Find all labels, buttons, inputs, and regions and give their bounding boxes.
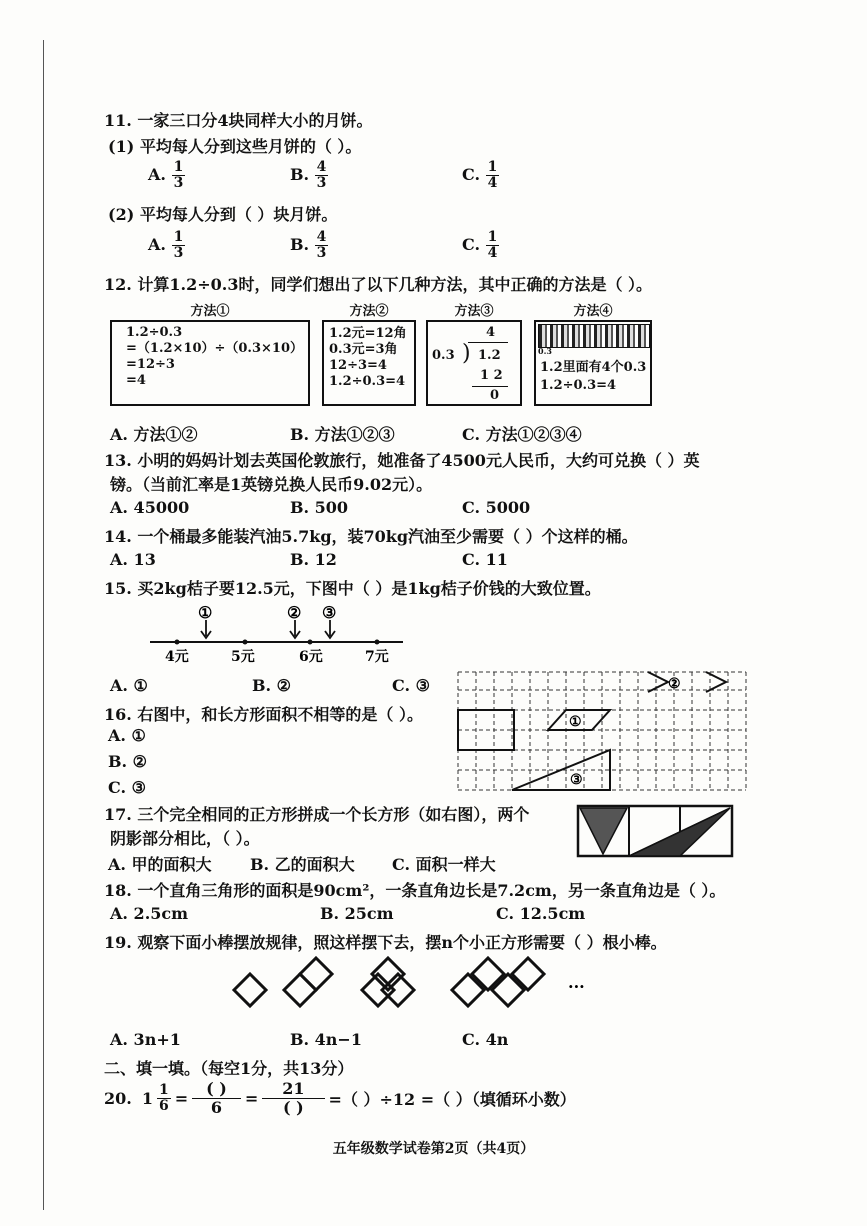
- numerator: 21: [262, 1080, 324, 1099]
- matchstick-squares-pattern: [228, 956, 618, 1016]
- q14-option-a[interactable]: A. 13: [110, 550, 156, 569]
- denominator: 6: [158, 1098, 169, 1114]
- denominator: 6: [210, 1098, 223, 1117]
- division-dividend: 1.2: [478, 348, 501, 363]
- q18-option-c[interactable]: C. 12.5cm: [496, 904, 586, 923]
- q18-option-a[interactable]: A. 2.5cm: [110, 904, 189, 923]
- number-line-diagram: [145, 600, 410, 668]
- method4-box: [534, 320, 652, 406]
- tick-dot: [175, 640, 180, 645]
- method3-heading: 方法③: [454, 304, 494, 319]
- q20-remaining-blanks[interactable]: =（ ）÷12 =（ ）（填循环小数）: [328, 1090, 576, 1109]
- q19-option-a[interactable]: A. 3n+1: [110, 1030, 181, 1049]
- q17-option-b[interactable]: B. 乙的面积大: [250, 855, 355, 874]
- q14-option-c[interactable]: C. 11: [462, 550, 508, 569]
- q13-option-a[interactable]: A. 45000: [110, 498, 190, 517]
- page-footer: 五年级数学试卷第2页（共4页）: [332, 1141, 535, 1157]
- method4-line: 1.2里面有4个0.3: [540, 360, 647, 375]
- q13-stem-line2: 镑。（当前汇率是1英镑兑换人民币9.02元）。: [110, 475, 433, 494]
- method1-line: =4: [126, 373, 146, 388]
- tick-label: 7元: [365, 649, 389, 665]
- method2-line: 0.3元=3角: [329, 342, 398, 357]
- tick-label: 4元: [165, 649, 189, 665]
- method1-heading: 方法①: [190, 304, 230, 319]
- option-letter: B.: [290, 235, 310, 254]
- denominator: 4: [487, 245, 498, 261]
- division-bracket: ): [462, 341, 471, 366]
- q19-stem: 19. 观察下面小棒摆放规律，照这样摆下去，摆n个小正方形需要（ ）根小棒。: [104, 933, 667, 952]
- fraction: [486, 230, 500, 261]
- q12-option-c[interactable]: C. 方法①②③④: [462, 425, 582, 444]
- fraction: [315, 160, 329, 191]
- decimal-grid-shaded: [538, 324, 650, 348]
- marker-label: ②: [287, 603, 302, 622]
- area-grid-figure: [456, 670, 750, 794]
- triangle-shape-3: [512, 750, 610, 790]
- shape-label: ②: [668, 676, 681, 692]
- division-quotient: 4: [486, 325, 496, 340]
- method1-box: [110, 320, 310, 406]
- fraction: [172, 160, 186, 191]
- q17-option-a[interactable]: A. 甲的面积大: [108, 855, 212, 874]
- section-2-title: 二、填一填。（每空1分，共13分）: [104, 1059, 354, 1078]
- q13-stem-line1: 13. 小明的妈妈计划去英国伦敦旅行，她准备了4500元人民币，大约可兑换（ ）英: [104, 451, 700, 470]
- three-squares-figure: [576, 804, 736, 858]
- equals-sign: =: [244, 1089, 259, 1108]
- numerator: 1: [173, 229, 184, 245]
- numerator: 1: [487, 159, 498, 175]
- q11-p1-option-b[interactable]: [290, 160, 328, 191]
- method2-heading: 方法②: [349, 304, 389, 319]
- fraction: [486, 160, 500, 191]
- mixed-whole: 1: [141, 1089, 153, 1108]
- method1-line: =（1.2×10）÷（0.3×10）: [126, 341, 303, 356]
- q16-option-a[interactable]: A. ①: [108, 726, 146, 745]
- blank-numerator[interactable]: ( ): [192, 1080, 241, 1099]
- method2-line: 1.2元=12角: [329, 326, 407, 341]
- marker-label: ①: [198, 603, 213, 622]
- tick-dot: [308, 640, 313, 645]
- shaded-triangle-jia: [580, 808, 627, 854]
- method2-line: 1.2÷0.3=4: [329, 374, 406, 389]
- numerator: 4: [316, 229, 327, 245]
- method4-heading: 方法④: [573, 304, 613, 319]
- denominator: 3: [173, 245, 184, 261]
- shape-2-right: [706, 672, 726, 692]
- diamond-1: [234, 974, 266, 1006]
- division-bar: [468, 342, 508, 343]
- method1-line: =12÷3: [126, 357, 175, 372]
- option-letter: C.: [462, 235, 481, 254]
- q12-stem: 12. 计算1.2÷0.3时，同学们想出了以下几种方法，其中正确的方法是（ ）。: [104, 275, 653, 294]
- q13-option-b[interactable]: B. 500: [290, 498, 349, 517]
- numerator: 1: [487, 229, 498, 245]
- mixed-fraction: [157, 1083, 171, 1114]
- option-letter: B.: [290, 165, 310, 184]
- q15-stem: 15. 买2kg桔子要12.5元，下图中（ ）是1kg桔子价钱的大致位置。: [104, 579, 601, 598]
- division-product: 1 2: [480, 368, 503, 383]
- question-number: 20.: [104, 1089, 132, 1108]
- denominator: 3: [316, 175, 327, 191]
- numerator: 1: [158, 1082, 169, 1098]
- q13-option-c[interactable]: C. 5000: [462, 498, 531, 517]
- q17-option-c[interactable]: C. 面积一样大: [392, 855, 496, 874]
- q11-part2: (2) 平均每人分到（ ）块月饼。: [108, 205, 338, 224]
- q17-stem-line1: 17. 三个完全相同的正方形拼成一个长方形（如右图），两个: [104, 805, 530, 824]
- method1-line: 1.2÷0.3: [126, 325, 183, 340]
- continuation-ellipsis: ...: [568, 973, 585, 992]
- q11-p2-option-b[interactable]: [290, 230, 328, 261]
- q11-p2-option-a[interactable]: [148, 230, 185, 261]
- q20-equation: [104, 1080, 576, 1117]
- q14-option-b[interactable]: B. 12: [290, 550, 337, 569]
- q18-stem: 18. 一个直角三角形的面积是90cm²，一条直角边长是7.2cm，另一条直角边是（ ）。: [104, 881, 726, 900]
- q15-option-a[interactable]: A. ①: [110, 676, 148, 695]
- shape-label: ③: [570, 772, 583, 788]
- shape-2-left: [648, 672, 668, 692]
- q11-p2-option-c[interactable]: [462, 230, 499, 261]
- blank-fraction-2[interactable]: [262, 1080, 324, 1117]
- numerator: 1: [173, 159, 184, 175]
- fraction: [172, 230, 186, 261]
- q11-p1-option-c[interactable]: [462, 160, 499, 191]
- q16-option-c[interactable]: C. ③: [108, 778, 146, 797]
- tick-label: 5元: [231, 649, 255, 665]
- method2-box: [322, 320, 416, 406]
- blank-fraction-1[interactable]: [192, 1080, 241, 1117]
- denominator: 4: [487, 175, 498, 191]
- numerator: 4: [316, 159, 327, 175]
- option-letter: A.: [148, 235, 166, 254]
- q18-option-b[interactable]: B. 25cm: [320, 904, 394, 923]
- option-letter: A.: [148, 165, 166, 184]
- q19-option-b[interactable]: B. 4n−1: [290, 1030, 362, 1049]
- shape-label: ①: [569, 714, 582, 730]
- tick-dot: [375, 640, 380, 645]
- equals-sign: =: [174, 1089, 189, 1108]
- tick-label: 6元: [299, 649, 323, 665]
- method3-box: [426, 320, 522, 406]
- q14-stem: 14. 一个桶最多能装汽油5.7kg，装70kg汽油至少需要（ ）个这样的桶。: [104, 527, 638, 546]
- denominator: 3: [173, 175, 184, 191]
- division-remainder: 0: [490, 388, 500, 403]
- page-left-border: [43, 40, 44, 1210]
- q19-option-c[interactable]: C. 4n: [462, 1030, 509, 1049]
- q12-option-a[interactable]: A. 方法①②: [110, 425, 198, 444]
- q12-option-b[interactable]: B. 方法①②③: [290, 425, 395, 444]
- q15-option-b[interactable]: B. ②: [252, 676, 292, 695]
- blank-denominator[interactable]: ( ): [283, 1098, 304, 1117]
- tick-dot: [243, 640, 248, 645]
- q11-p1-option-a[interactable]: [148, 160, 185, 191]
- q16-stem: 16. 右图中，和长方形面积不相等的是（ ）。: [104, 705, 423, 724]
- fraction: [315, 230, 329, 261]
- q11-stem: 11. 一家三口分4块同样大小的月饼。: [104, 111, 373, 130]
- division-subtract-line: [472, 386, 508, 387]
- q17-stem-line2: 阴影部分相比，（ ）。: [110, 829, 260, 848]
- division-divisor: 0.3: [432, 348, 455, 363]
- method4-line: 1.2÷0.3=4: [540, 378, 617, 393]
- q11-part1: (1) 平均每人分到这些月饼的（ ）。: [108, 137, 362, 156]
- option-letter: C.: [462, 165, 481, 184]
- grid-label: 0.3: [538, 346, 552, 356]
- denominator: 3: [316, 245, 327, 261]
- method2-line: 12÷3=4: [329, 358, 387, 373]
- marker-label: ③: [322, 603, 337, 622]
- q16-option-b[interactable]: B. ②: [108, 752, 148, 771]
- q15-option-c[interactable]: C. ③: [392, 676, 430, 695]
